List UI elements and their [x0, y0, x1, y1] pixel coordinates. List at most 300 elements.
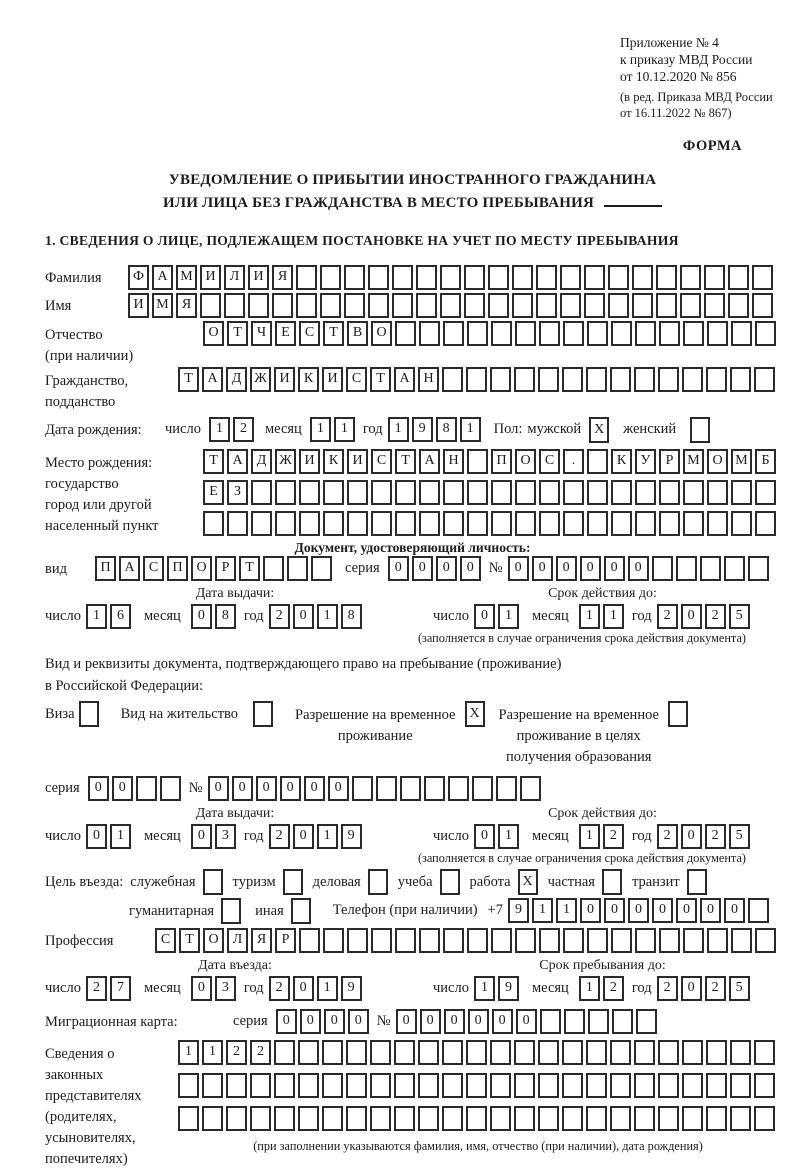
char-cell[interactable]: [395, 511, 416, 536]
char-cell[interactable]: [296, 265, 317, 290]
char-cell[interactable]: [584, 293, 605, 318]
char-cell[interactable]: [536, 293, 557, 318]
char-cell[interactable]: [754, 1040, 775, 1065]
char-cell[interactable]: К: [611, 449, 632, 474]
char-cell[interactable]: [395, 480, 416, 505]
char-cell[interactable]: [539, 480, 560, 505]
char-cell[interactable]: [659, 511, 680, 536]
char-cell[interactable]: 1: [498, 604, 519, 629]
char-cell[interactable]: 0: [112, 776, 133, 801]
char-cell[interactable]: 3: [215, 824, 236, 849]
char-cell[interactable]: З: [227, 480, 248, 505]
char-cell[interactable]: [251, 480, 272, 505]
char-cell[interactable]: И: [322, 367, 343, 392]
char-cell[interactable]: 1: [310, 417, 331, 442]
char-cell[interactable]: [287, 556, 308, 581]
char-cell[interactable]: [395, 321, 416, 346]
char-cell[interactable]: 0: [348, 1009, 369, 1034]
char-cell[interactable]: [490, 1073, 511, 1098]
char-cell[interactable]: [652, 556, 673, 581]
char-cell[interactable]: [676, 556, 697, 581]
char-cell[interactable]: [371, 928, 392, 953]
char-cell[interactable]: [659, 928, 680, 953]
char-cell[interactable]: 2: [705, 604, 726, 629]
char-cell[interactable]: [682, 1106, 703, 1131]
char-cell[interactable]: И: [274, 367, 295, 392]
char-cell[interactable]: [467, 511, 488, 536]
char-cell[interactable]: 9: [341, 976, 362, 1001]
char-cell[interactable]: [731, 321, 752, 346]
char-cell[interactable]: [540, 1009, 561, 1034]
char-cell[interactable]: [755, 928, 776, 953]
char-cell[interactable]: [680, 293, 701, 318]
char-cell[interactable]: [490, 1106, 511, 1131]
char-cell[interactable]: [160, 776, 181, 801]
char-cell[interactable]: [632, 265, 653, 290]
checkbox-residence-permit[interactable]: [253, 701, 273, 727]
char-cell[interactable]: [634, 1106, 655, 1131]
char-cell[interactable]: [752, 265, 773, 290]
char-cell[interactable]: 9: [498, 976, 519, 1001]
char-cell[interactable]: [440, 293, 461, 318]
char-cell[interactable]: 1: [178, 1040, 199, 1065]
char-cell[interactable]: 0: [232, 776, 253, 801]
char-cell[interactable]: Д: [251, 449, 272, 474]
char-cell[interactable]: [490, 367, 511, 392]
char-cell[interactable]: И: [200, 265, 221, 290]
char-cell[interactable]: [658, 1040, 679, 1065]
char-cell[interactable]: 0: [580, 898, 601, 923]
char-cell[interactable]: [610, 367, 631, 392]
char-cell[interactable]: [178, 1106, 199, 1131]
char-cell[interactable]: 2: [86, 976, 107, 1001]
char-cell[interactable]: [560, 293, 581, 318]
char-cell[interactable]: [178, 1073, 199, 1098]
char-cell[interactable]: [706, 1106, 727, 1131]
char-cell[interactable]: [730, 1040, 751, 1065]
char-cell[interactable]: Т: [239, 556, 260, 581]
char-cell[interactable]: [136, 776, 157, 801]
char-cell[interactable]: 0: [293, 976, 314, 1001]
char-cell[interactable]: [418, 1106, 439, 1131]
char-cell[interactable]: Т: [203, 449, 224, 474]
char-cell[interactable]: 1: [579, 604, 600, 629]
char-cell[interactable]: Р: [275, 928, 296, 953]
char-cell[interactable]: 2: [657, 976, 678, 1001]
char-cell[interactable]: [299, 480, 320, 505]
char-cell[interactable]: [322, 1040, 343, 1065]
char-cell[interactable]: [610, 1073, 631, 1098]
char-cell[interactable]: [263, 556, 284, 581]
char-cell[interactable]: [491, 511, 512, 536]
char-cell[interactable]: [707, 928, 728, 953]
char-cell[interactable]: Т: [323, 321, 344, 346]
char-cell[interactable]: [682, 367, 703, 392]
char-cell[interactable]: Т: [178, 367, 199, 392]
char-cell[interactable]: [514, 1106, 535, 1131]
char-cell[interactable]: [656, 265, 677, 290]
char-cell[interactable]: 1: [532, 898, 553, 923]
char-cell[interactable]: 0: [724, 898, 745, 923]
char-cell[interactable]: Ч: [251, 321, 272, 346]
char-cell[interactable]: [224, 293, 245, 318]
char-cell[interactable]: [347, 511, 368, 536]
char-cell[interactable]: [635, 928, 656, 953]
char-cell[interactable]: [448, 776, 469, 801]
char-cell[interactable]: [682, 1073, 703, 1098]
char-cell[interactable]: [464, 293, 485, 318]
char-cell[interactable]: [368, 265, 389, 290]
char-cell[interactable]: [538, 1040, 559, 1065]
char-cell[interactable]: 0: [681, 976, 702, 1001]
char-cell[interactable]: [538, 1073, 559, 1098]
char-cell[interactable]: [392, 293, 413, 318]
char-cell[interactable]: [704, 265, 725, 290]
char-cell[interactable]: Ф: [128, 265, 149, 290]
char-cell[interactable]: [467, 480, 488, 505]
char-cell[interactable]: Л: [227, 928, 248, 953]
char-cell[interactable]: [323, 480, 344, 505]
char-cell[interactable]: [586, 1040, 607, 1065]
char-cell[interactable]: 0: [676, 898, 697, 923]
char-cell[interactable]: Р: [215, 556, 236, 581]
char-cell[interactable]: [754, 1073, 775, 1098]
char-cell[interactable]: [700, 556, 721, 581]
char-cell[interactable]: [584, 265, 605, 290]
char-cell[interactable]: 5: [729, 824, 750, 849]
checkbox-female[interactable]: [690, 417, 710, 443]
char-cell[interactable]: 0: [474, 824, 495, 849]
char-cell[interactable]: [610, 1106, 631, 1131]
checkbox-purpose-humanitarian[interactable]: [221, 898, 241, 924]
char-cell[interactable]: [440, 265, 461, 290]
char-cell[interactable]: [496, 776, 517, 801]
char-cell[interactable]: 0: [396, 1009, 417, 1034]
char-cell[interactable]: [634, 1040, 655, 1065]
checkbox-male[interactable]: X: [589, 417, 609, 443]
char-cell[interactable]: [203, 511, 224, 536]
char-cell[interactable]: [394, 1106, 415, 1131]
char-cell[interactable]: [755, 480, 776, 505]
char-cell[interactable]: [416, 265, 437, 290]
char-cell[interactable]: 0: [556, 556, 577, 581]
char-cell[interactable]: [371, 511, 392, 536]
char-cell[interactable]: [467, 321, 488, 346]
char-cell[interactable]: У: [635, 449, 656, 474]
char-cell[interactable]: 2: [269, 824, 290, 849]
char-cell[interactable]: [274, 1073, 295, 1098]
char-cell[interactable]: 0: [468, 1009, 489, 1034]
char-cell[interactable]: [344, 265, 365, 290]
char-cell[interactable]: С: [346, 367, 367, 392]
char-cell[interactable]: 0: [700, 898, 721, 923]
char-cell[interactable]: 2: [250, 1040, 271, 1065]
checkbox-visa[interactable]: [79, 701, 99, 727]
char-cell[interactable]: А: [394, 367, 415, 392]
char-cell[interactable]: 0: [191, 604, 212, 629]
char-cell[interactable]: [226, 1073, 247, 1098]
char-cell[interactable]: А: [119, 556, 140, 581]
char-cell[interactable]: 0: [444, 1009, 465, 1034]
char-cell[interactable]: [296, 293, 317, 318]
char-cell[interactable]: 0: [474, 604, 495, 629]
char-cell[interactable]: [491, 928, 512, 953]
checkbox-purpose-business[interactable]: [368, 869, 388, 895]
char-cell[interactable]: 0: [460, 556, 481, 581]
char-cell[interactable]: [635, 511, 656, 536]
char-cell[interactable]: 0: [508, 556, 529, 581]
char-cell[interactable]: [514, 367, 535, 392]
char-cell[interactable]: 2: [269, 976, 290, 1001]
char-cell[interactable]: 5: [729, 604, 750, 629]
char-cell[interactable]: О: [371, 321, 392, 346]
char-cell[interactable]: 0: [88, 776, 109, 801]
char-cell[interactable]: 0: [191, 824, 212, 849]
char-cell[interactable]: 9: [412, 417, 433, 442]
char-cell[interactable]: [274, 1040, 295, 1065]
char-cell[interactable]: 1: [556, 898, 577, 923]
char-cell[interactable]: 1: [209, 417, 230, 442]
char-cell[interactable]: [562, 1040, 583, 1065]
char-cell[interactable]: [656, 293, 677, 318]
char-cell[interactable]: 2: [233, 417, 254, 442]
char-cell[interactable]: [370, 1073, 391, 1098]
char-cell[interactable]: 1: [603, 604, 624, 629]
char-cell[interactable]: [608, 265, 629, 290]
char-cell[interactable]: 0: [604, 556, 625, 581]
char-cell[interactable]: А: [202, 367, 223, 392]
char-cell[interactable]: [226, 1106, 247, 1131]
char-cell[interactable]: 0: [412, 556, 433, 581]
char-cell[interactable]: 3: [215, 976, 236, 1001]
char-cell[interactable]: О: [203, 321, 224, 346]
char-cell[interactable]: [707, 321, 728, 346]
char-cell[interactable]: [490, 1040, 511, 1065]
char-cell[interactable]: [419, 511, 440, 536]
char-cell[interactable]: И: [299, 449, 320, 474]
char-cell[interactable]: [346, 1073, 367, 1098]
char-cell[interactable]: [730, 367, 751, 392]
char-cell[interactable]: 0: [516, 1009, 537, 1034]
char-cell[interactable]: [635, 480, 656, 505]
char-cell[interactable]: 0: [280, 776, 301, 801]
char-cell[interactable]: 0: [628, 556, 649, 581]
checkbox-purpose-tourism[interactable]: [283, 869, 303, 895]
char-cell[interactable]: 0: [256, 776, 277, 801]
char-cell[interactable]: [539, 928, 560, 953]
char-cell[interactable]: [706, 1040, 727, 1065]
char-cell[interactable]: [352, 776, 373, 801]
char-cell[interactable]: [724, 556, 745, 581]
char-cell[interactable]: [704, 293, 725, 318]
checkbox-purpose-transit[interactable]: [687, 869, 707, 895]
char-cell[interactable]: [587, 928, 608, 953]
char-cell[interactable]: 2: [269, 604, 290, 629]
char-cell[interactable]: 0: [628, 898, 649, 923]
char-cell[interactable]: [587, 321, 608, 346]
char-cell[interactable]: [394, 1040, 415, 1065]
checkbox-temp-residence[interactable]: X: [465, 701, 485, 727]
char-cell[interactable]: [416, 293, 437, 318]
checkbox-purpose-official[interactable]: [203, 869, 223, 895]
char-cell[interactable]: [344, 293, 365, 318]
char-cell[interactable]: [539, 511, 560, 536]
char-cell[interactable]: Я: [251, 928, 272, 953]
char-cell[interactable]: [464, 265, 485, 290]
char-cell[interactable]: [682, 1040, 703, 1065]
char-cell[interactable]: 0: [388, 556, 409, 581]
char-cell[interactable]: [634, 367, 655, 392]
char-cell[interactable]: [466, 367, 487, 392]
char-cell[interactable]: [608, 293, 629, 318]
char-cell[interactable]: 1: [317, 976, 338, 1001]
char-cell[interactable]: [539, 321, 560, 346]
char-cell[interactable]: [636, 1009, 657, 1034]
char-cell[interactable]: [564, 1009, 585, 1034]
char-cell[interactable]: Б: [755, 449, 776, 474]
char-cell[interactable]: [298, 1073, 319, 1098]
char-cell[interactable]: 0: [604, 898, 625, 923]
char-cell[interactable]: [394, 1073, 415, 1098]
char-cell[interactable]: [730, 1073, 751, 1098]
char-cell[interactable]: [248, 293, 269, 318]
char-cell[interactable]: [467, 449, 488, 474]
char-cell[interactable]: С: [539, 449, 560, 474]
char-cell[interactable]: [611, 321, 632, 346]
char-cell[interactable]: 0: [580, 556, 601, 581]
char-cell[interactable]: [368, 293, 389, 318]
char-cell[interactable]: 0: [436, 556, 457, 581]
char-cell[interactable]: 2: [603, 824, 624, 849]
char-cell[interactable]: [488, 293, 509, 318]
char-cell[interactable]: Ж: [275, 449, 296, 474]
char-cell[interactable]: Я: [272, 265, 293, 290]
char-cell[interactable]: М: [152, 293, 173, 318]
char-cell[interactable]: 2: [603, 976, 624, 1001]
char-cell[interactable]: 0: [532, 556, 553, 581]
char-cell[interactable]: 1: [474, 976, 495, 1001]
char-cell[interactable]: 8: [215, 604, 236, 629]
char-cell[interactable]: [419, 480, 440, 505]
char-cell[interactable]: 2: [657, 604, 678, 629]
char-cell[interactable]: 0: [681, 604, 702, 629]
char-cell[interactable]: [419, 928, 440, 953]
char-cell[interactable]: Д: [226, 367, 247, 392]
checkbox-purpose-private[interactable]: [602, 869, 622, 895]
char-cell[interactable]: [707, 511, 728, 536]
char-cell[interactable]: М: [176, 265, 197, 290]
char-cell[interactable]: [748, 556, 769, 581]
char-cell[interactable]: 2: [705, 976, 726, 1001]
char-cell[interactable]: [370, 1106, 391, 1131]
char-cell[interactable]: 1: [317, 604, 338, 629]
char-cell[interactable]: 0: [208, 776, 229, 801]
char-cell[interactable]: [706, 1073, 727, 1098]
char-cell[interactable]: [632, 293, 653, 318]
char-cell[interactable]: [371, 480, 392, 505]
char-cell[interactable]: 0: [420, 1009, 441, 1034]
char-cell[interactable]: [563, 928, 584, 953]
char-cell[interactable]: [250, 1073, 271, 1098]
char-cell[interactable]: [467, 928, 488, 953]
char-cell[interactable]: [466, 1040, 487, 1065]
char-cell[interactable]: [731, 511, 752, 536]
char-cell[interactable]: 0: [681, 824, 702, 849]
checkbox-temp-residence-education[interactable]: [668, 701, 688, 727]
char-cell[interactable]: [658, 1073, 679, 1098]
char-cell[interactable]: [442, 1073, 463, 1098]
char-cell[interactable]: [418, 1040, 439, 1065]
char-cell[interactable]: [202, 1073, 223, 1098]
char-cell[interactable]: [395, 928, 416, 953]
char-cell[interactable]: [515, 511, 536, 536]
char-cell[interactable]: 0: [328, 776, 349, 801]
char-cell[interactable]: М: [731, 449, 752, 474]
char-cell[interactable]: [634, 1073, 655, 1098]
char-cell[interactable]: [587, 480, 608, 505]
char-cell[interactable]: [443, 928, 464, 953]
char-cell[interactable]: [275, 480, 296, 505]
char-cell[interactable]: 2: [705, 824, 726, 849]
char-cell[interactable]: [515, 480, 536, 505]
char-cell[interactable]: П: [491, 449, 512, 474]
char-cell[interactable]: [514, 1040, 535, 1065]
char-cell[interactable]: [658, 367, 679, 392]
char-cell[interactable]: С: [371, 449, 392, 474]
char-cell[interactable]: О: [203, 928, 224, 953]
char-cell[interactable]: [658, 1106, 679, 1131]
char-cell[interactable]: Т: [395, 449, 416, 474]
char-cell[interactable]: [491, 480, 512, 505]
char-cell[interactable]: [323, 511, 344, 536]
char-cell[interactable]: [251, 511, 272, 536]
char-cell[interactable]: [488, 265, 509, 290]
char-cell[interactable]: 0: [492, 1009, 513, 1034]
char-cell[interactable]: [347, 928, 368, 953]
char-cell[interactable]: [275, 511, 296, 536]
char-cell[interactable]: 1: [579, 976, 600, 1001]
char-cell[interactable]: 5: [729, 976, 750, 1001]
char-cell[interactable]: [466, 1106, 487, 1131]
char-cell[interactable]: [635, 321, 656, 346]
char-cell[interactable]: [683, 511, 704, 536]
char-cell[interactable]: [563, 480, 584, 505]
char-cell[interactable]: [274, 1106, 295, 1131]
char-cell[interactable]: [752, 293, 773, 318]
char-cell[interactable]: В: [347, 321, 368, 346]
char-cell[interactable]: [442, 1106, 463, 1131]
char-cell[interactable]: [491, 321, 512, 346]
char-cell[interactable]: [200, 293, 221, 318]
char-cell[interactable]: И: [248, 265, 269, 290]
char-cell[interactable]: 2: [226, 1040, 247, 1065]
char-cell[interactable]: Л: [224, 265, 245, 290]
char-cell[interactable]: [707, 480, 728, 505]
char-cell[interactable]: [755, 511, 776, 536]
char-cell[interactable]: [376, 776, 397, 801]
char-cell[interactable]: Е: [275, 321, 296, 346]
char-cell[interactable]: 8: [436, 417, 457, 442]
char-cell[interactable]: 0: [86, 824, 107, 849]
char-cell[interactable]: [466, 1073, 487, 1098]
char-cell[interactable]: [442, 1040, 463, 1065]
char-cell[interactable]: К: [323, 449, 344, 474]
char-cell[interactable]: [472, 776, 493, 801]
char-cell[interactable]: [563, 511, 584, 536]
char-cell[interactable]: [514, 1073, 535, 1098]
char-cell[interactable]: 1: [460, 417, 481, 442]
char-cell[interactable]: Н: [418, 367, 439, 392]
